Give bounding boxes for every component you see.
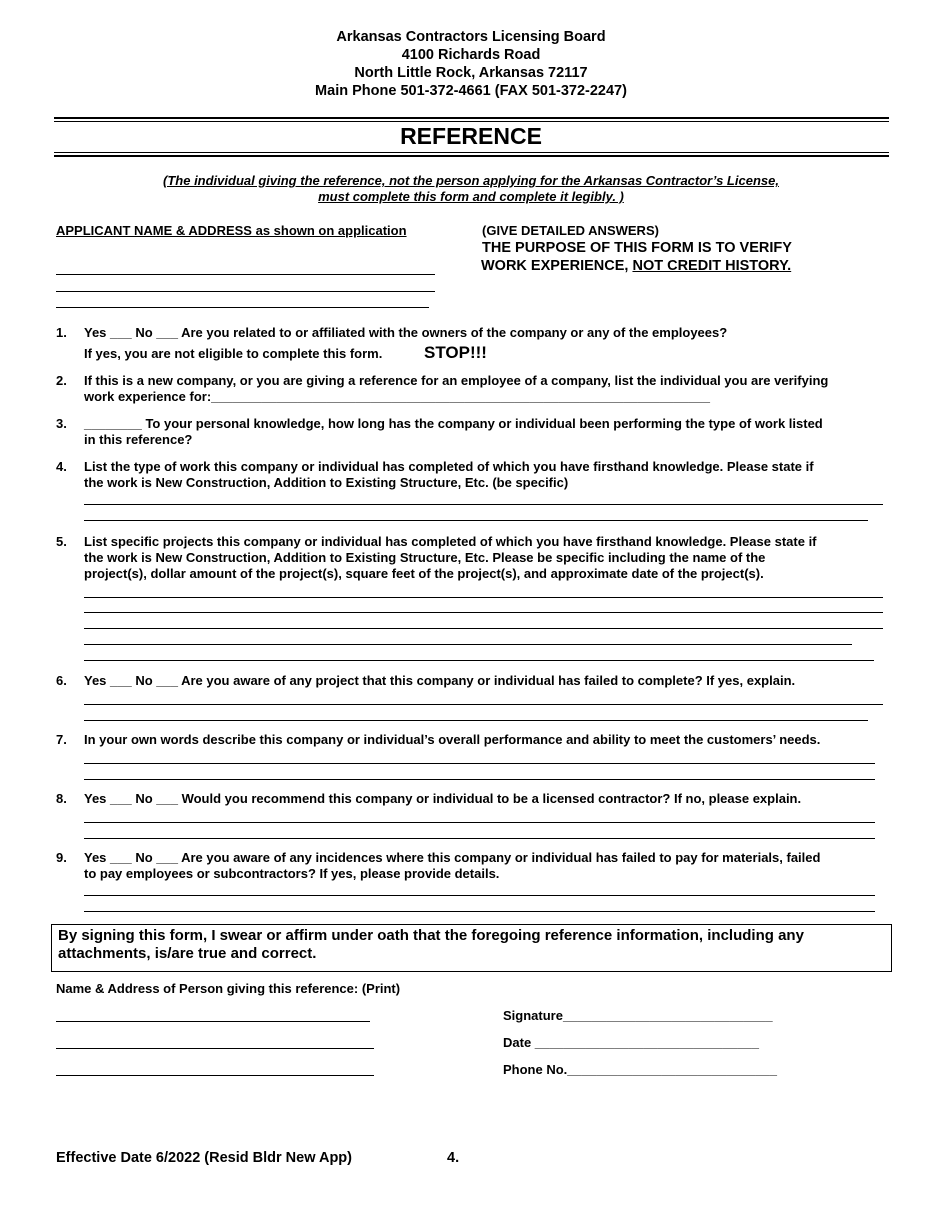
q4-text: List the type of work this company or individual has completed of which you have firsthand knowledge. Please state if	[84, 459, 814, 474]
q9-answer-line-2[interactable]	[84, 911, 875, 912]
q9-text-2: to pay employees or subcontractors? If yes, please provide details.	[84, 866, 500, 881]
give-detailed-answers: (GIVE DETAILED ANSWERS)	[482, 223, 659, 238]
signer-name-line-2[interactable]	[56, 1048, 374, 1049]
q4-text-2: the work is New Construction, Addition to Existing Structure, Etc. (be specific)	[84, 475, 569, 490]
page-number: 4.	[447, 1150, 460, 1166]
q4-answer-line-2[interactable]	[84, 520, 868, 521]
q1-text-2: If yes, you are not eligible to complete this form.	[84, 346, 383, 361]
q5-answer-line-1[interactable]	[84, 597, 883, 598]
q8-text: Yes ___ No ___ Would you recommend this company or individual to be a licensed contractor? If no, please explain.	[84, 791, 802, 806]
q9-answer-line-1[interactable]	[84, 895, 875, 896]
q2-number: 2.	[56, 373, 67, 388]
applicant-label: APPLICANT NAME & ADDRESS as shown on application	[56, 223, 407, 238]
applicant-line-1[interactable]	[56, 274, 435, 275]
effective-date: Effective Date 6/2022 (Resid Bldr New App)	[56, 1150, 352, 1166]
q1-text: Yes ___ No ___ Are you related to or affiliated with the owners of the company or any of the employees?	[84, 325, 728, 340]
agency-phone: Main Phone 501-372-4661 (FAX 501-372-2247)	[315, 83, 627, 99]
q6-answer-line-2[interactable]	[84, 720, 868, 721]
signature-field[interactable]: Signature_____________________________	[503, 1008, 773, 1023]
q5-number: 5.	[56, 534, 67, 549]
phone-field[interactable]: Phone No._____________________________	[503, 1062, 777, 1077]
q3-text-2: in this reference?	[84, 432, 193, 447]
signer-label: Name & Address of Person giving this reference: (Print)	[56, 981, 401, 996]
q6-number: 6.	[56, 673, 67, 688]
q7-answer-line-1[interactable]	[84, 763, 875, 764]
q4-number: 4.	[56, 459, 67, 474]
title-rule-top	[54, 117, 889, 122]
purpose-line2: WORK EXPERIENCE, NOT CREDIT HISTORY.	[481, 258, 792, 274]
q7-answer-line-2[interactable]	[84, 779, 875, 780]
q2-text-2: work experience for:_____________________________________________________________________	[84, 389, 711, 404]
q5-text-3: project(s), dollar amount of the project(s), square feet of the project(s), and approximate date of the project(s).	[84, 566, 764, 581]
applicant-line-2[interactable]	[56, 291, 435, 292]
signer-name-line-1[interactable]	[56, 1021, 370, 1022]
q8-answer-line-1[interactable]	[84, 822, 875, 823]
q5-answer-line-2[interactable]	[84, 612, 883, 613]
agency-name: Arkansas Contractors Licensing Board	[336, 29, 606, 45]
page-title: REFERENCE	[400, 123, 542, 149]
q2-text: If this is a new company, or you are giving a reference for an employee of a company, list the individual you are verifying	[84, 373, 829, 388]
q6-answer-line-1[interactable]	[84, 704, 883, 705]
q8-number: 8.	[56, 791, 67, 806]
agency-street: 4100 Richards Road	[401, 47, 541, 63]
q7-text: In your own words describe this company or individual’s overall performance and ability to meet the customers’ needs.	[84, 732, 821, 747]
instruction-note-line1: (The individual giving the reference, not the person applying for the Arkansas Contractor’s License,	[163, 173, 779, 188]
q3-number: 3.	[56, 416, 67, 431]
oath-statement: By signing this form, I swear or affirm under oath that the foregoing reference information, including any attachments, is/are true and correct.	[51, 924, 892, 972]
q5-text: List specific projects this company or individual has completed of which you have firsthand knowledge. Please state if	[84, 534, 817, 549]
q3-text: ________ To your personal knowledge, how long has the company or individual been performing the type of work listed	[84, 416, 823, 431]
q5-text-2: the work is New Construction, Addition to Existing Structure, Etc. Please be specific including the name of the	[84, 550, 766, 565]
q5-answer-line-5[interactable]	[84, 660, 874, 661]
agency-city: North Little Rock, Arkansas 72117	[354, 65, 588, 81]
q9-number: 9.	[56, 850, 67, 865]
q8-answer-line-2[interactable]	[84, 838, 875, 839]
date-field[interactable]: Date _______________________________	[503, 1035, 759, 1050]
instruction-note-line2: must complete this form and complete it legibly. )	[318, 189, 624, 204]
q7-number: 7.	[56, 732, 67, 747]
q1-number: 1.	[56, 325, 67, 340]
q6-text: Yes ___ No ___ Are you aware of any project that this company or individual has failed to complete? If yes, explain.	[84, 673, 796, 688]
title-rule-bottom	[54, 152, 889, 157]
applicant-line-3[interactable]	[56, 307, 429, 308]
signer-name-line-3[interactable]	[56, 1075, 374, 1076]
q4-answer-line-1[interactable]	[84, 504, 883, 505]
q5-answer-line-4[interactable]	[84, 644, 852, 645]
q9-text: Yes ___ No ___ Are you aware of any incidences where this company or individual has failed to pay for materials, failed	[84, 850, 821, 865]
q1-stop: STOP!!!	[424, 343, 487, 362]
purpose-line1: THE PURPOSE OF THIS FORM IS TO VERIFY	[482, 240, 792, 256]
q5-answer-line-3[interactable]	[84, 628, 883, 629]
